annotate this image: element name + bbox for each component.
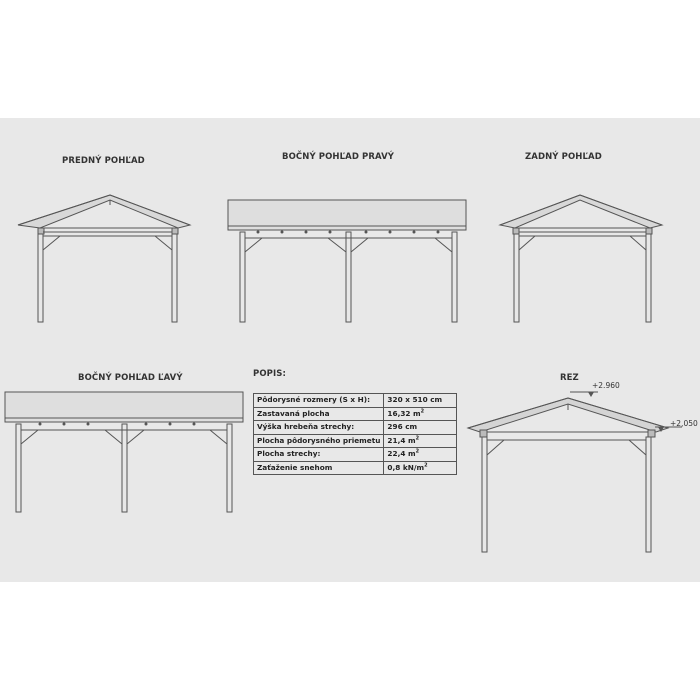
table-row [254, 461, 457, 475]
table-row [254, 394, 457, 408]
description-label: POPIS: [253, 369, 286, 379]
spec-label: Pôdorysné rozmery (S x H): [254, 394, 384, 408]
spec-label: Zastavaná plocha [254, 407, 384, 421]
front-view-label: PREDNÝ POHĽAD [62, 156, 145, 166]
spec-label: Plocha strechy: [254, 448, 384, 462]
spec-value: 296 cm [384, 421, 457, 435]
table-row [254, 448, 457, 462]
ridge-elevation: +2.960 [592, 381, 620, 390]
spec-label: Zaťaženie snehom [254, 461, 384, 475]
table-row [254, 407, 457, 421]
right-side-view-drawing [228, 200, 466, 322]
specifications-table [253, 393, 457, 475]
spec-label: Výška hrebeňa strechy: [254, 421, 384, 435]
spec-value: 0,8 $kN/m^2$ [384, 461, 457, 475]
front-view-drawing [18, 195, 190, 322]
section-view-drawing [468, 392, 682, 552]
side-right-view-label: BOČNÝ POHĽAD PRAVÝ [282, 152, 395, 162]
eave-elevation: +2,050 [670, 419, 698, 428]
section-label: REZ [560, 373, 579, 383]
spec-value: 22,4 $m^2$ [384, 448, 457, 462]
spec-value: 16,32 $m^2$ [384, 407, 457, 421]
back-view-drawing [500, 195, 662, 322]
side-left-view-label: BOČNÝ POHĽAD ĽAVÝ [78, 373, 183, 383]
spec-value: 320 x 510 cm [384, 394, 457, 408]
left-side-view-drawing [5, 392, 243, 512]
spec-value: 21,4 $m^2$ [384, 434, 457, 448]
spec-label: Plocha pôdorysného priemetu [254, 434, 384, 448]
table-row [254, 421, 457, 435]
table-row [254, 434, 457, 448]
back-view-label: ZADNÝ POHĽAD [525, 152, 602, 162]
